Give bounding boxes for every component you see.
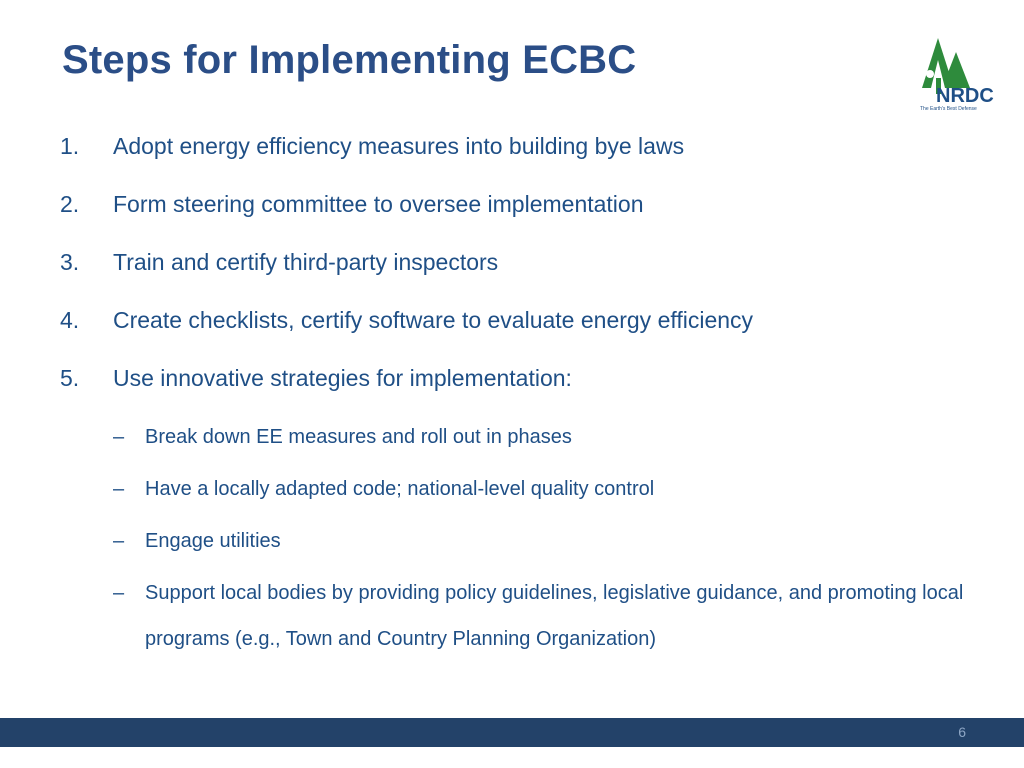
sub-list-item xyxy=(113,570,973,662)
page-number: 6 xyxy=(958,724,966,740)
dash-bullet: – xyxy=(113,530,125,552)
dash-bullet: – xyxy=(113,426,125,448)
step-number: 5. xyxy=(60,365,80,391)
nrdc-logo-graphic xyxy=(916,30,1010,112)
sub-strategy-list xyxy=(113,414,973,668)
sub-item-text: Engage utilities xyxy=(145,530,281,552)
nrdc-logo xyxy=(916,30,1010,112)
sub-item-text: Support local bodies by providing policy guidelines, legislative guidance, and promoting local programs (e.g., Town and Country Planning Organization) xyxy=(145,582,964,650)
step-item xyxy=(60,186,980,244)
step-item xyxy=(60,360,980,418)
step-text: Adopt energy efficiency measures into building bye laws xyxy=(113,133,685,159)
sub-item-text: Have a locally adapted code; national-level quality control xyxy=(145,478,655,500)
sub-list-item xyxy=(113,466,973,512)
dash-bullet: – xyxy=(113,478,125,500)
step-item xyxy=(60,302,980,360)
step-text: Form steering committee to oversee implementation xyxy=(113,191,644,217)
step-text: Train and certify third-party inspectors xyxy=(113,249,499,275)
dash-bullet: – xyxy=(113,582,125,604)
logo-tagline: The Earth's Best Defense xyxy=(920,106,977,112)
steps-list xyxy=(60,128,980,418)
step-number: 4. xyxy=(60,307,80,333)
footer-bar xyxy=(0,718,1024,747)
step-number: 1. xyxy=(60,133,80,159)
step-text: Create checklists, certify software to evaluate energy efficiency xyxy=(113,307,754,333)
step-text: Use innovative strategies for implementation: xyxy=(113,365,572,391)
step-item xyxy=(60,128,980,186)
sub-list-item xyxy=(113,414,973,460)
step-number: 2. xyxy=(60,191,80,217)
slide-title: Steps for Implementing ECBC xyxy=(62,38,637,82)
sub-list-item xyxy=(113,518,973,564)
step-item xyxy=(60,244,980,302)
sub-item-text: Break down EE measures and roll out in phases xyxy=(145,426,572,448)
step-number: 3. xyxy=(60,249,80,275)
logo-wordmark: NRDC xyxy=(936,85,994,107)
